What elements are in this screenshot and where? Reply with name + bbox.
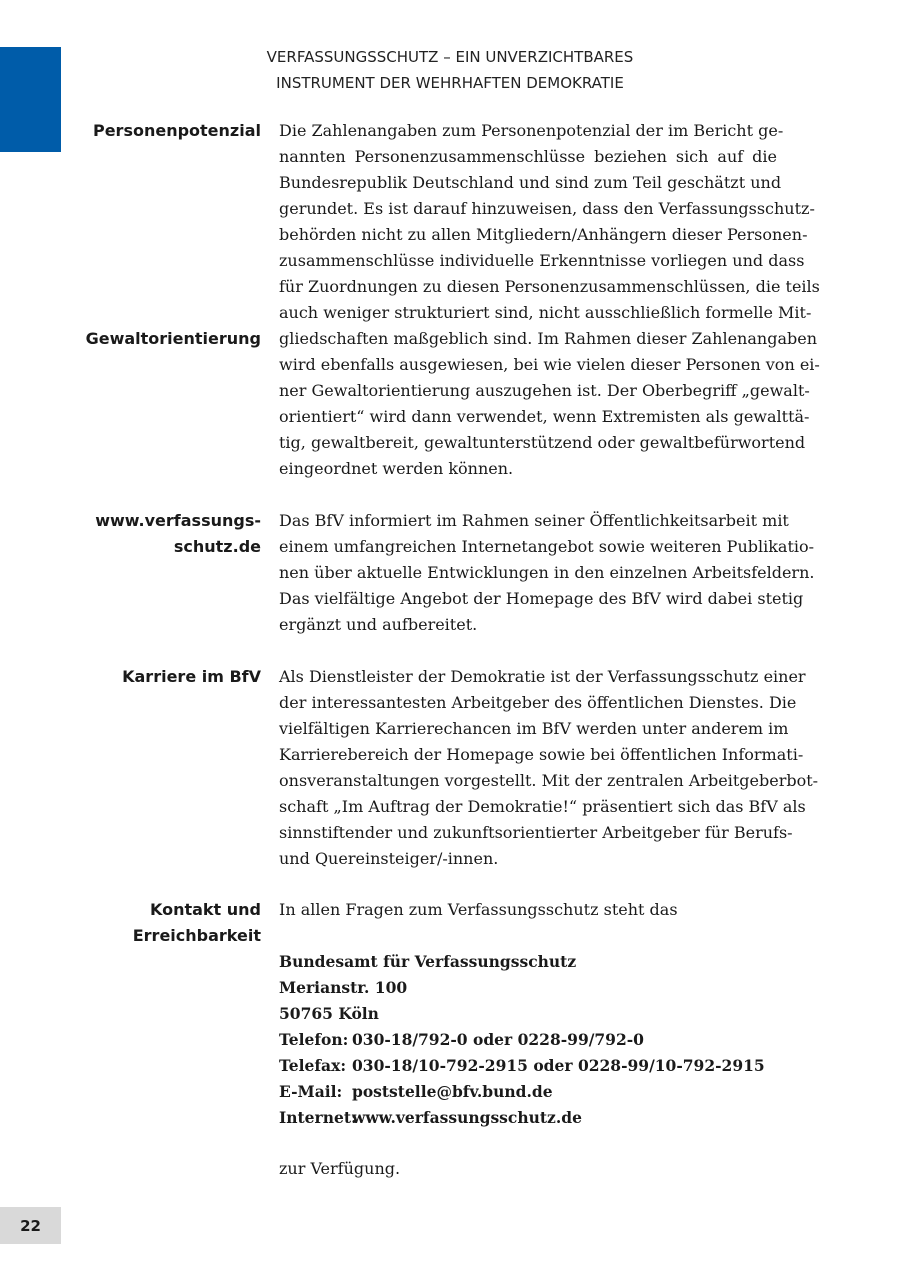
internet-label: Internet: [279, 1108, 357, 1127]
contact-outro: zur Verfügung. [279, 1159, 401, 1178]
running-header [0, 44, 900, 96]
fax-value: 030-18/10-792-2915 oder 0228-99/10-792-2915 [352, 1056, 765, 1075]
text-line: tig, gewaltbereit, gewaltunterstützend oder gewaltbefürwortend [279, 433, 806, 452]
text-line: eingeordnet werden können. [279, 459, 514, 478]
paragraph-website [279, 508, 815, 638]
phone-label: Telefon: [279, 1030, 349, 1049]
text-line: ergänzt und aufbereitet. [279, 615, 478, 634]
page-number: 22 [0, 1207, 61, 1244]
header-line-1: VERFASSUNGSSCHUTZ – EIN UNVERZICHTBARES [266, 48, 634, 66]
sidebar-label-website [95, 508, 261, 560]
sidebar-label-line: Kontakt und [149, 900, 261, 919]
text-line: orientiert“ wird dann verwendet, wenn Extremisten als gewalttä- [279, 407, 810, 426]
text-line: zusammenschlüsse individuelle Erkenntnisse vorliegen und dass [279, 251, 805, 270]
contact-email-row [279, 1079, 765, 1105]
contact-intro: In allen Fragen zum Verfassungsschutz steht das [279, 900, 678, 919]
text-line: onsveranstaltungen vorgestellt. Mit der zentralen Arbeitgeberbot- [279, 771, 819, 790]
text-line: und Quereinsteiger/-innen. [279, 849, 499, 868]
text-line: vielfältigen Karrierechancen im BfV werden unter anderem im [279, 719, 789, 738]
sidebar-label-karriere: Karriere im BfV [122, 667, 261, 686]
fax-label: Telefax: [279, 1056, 347, 1075]
text-line: nen über aktuelle Entwicklungen in den einzelnen Arbeitsfeldern. [279, 563, 815, 582]
contact-street: Merianstr. 100 [279, 978, 408, 997]
sidebar-label-line: www.verfassungs- [95, 511, 261, 530]
contact-phone-row [279, 1027, 765, 1053]
text-line: Als Dienstleister der Demokratie ist der Verfassungsschutz einer [279, 667, 806, 686]
text-line: schaft „Im Auftrag der Demokratie!“ präsentiert sich das BfV als [279, 797, 806, 816]
text-line: behörden nicht zu allen Mitgliedern/Anhängern dieser Personen- [279, 225, 808, 244]
sidebar-label-gewaltorientierung: Gewaltorientierung [85, 329, 261, 348]
text-line: ner Gewaltorientierung auszugehen ist. Der Oberbegriff „gewalt- [279, 381, 810, 400]
contact-city: 50765 Köln [279, 1004, 379, 1023]
sidebar-label-line: schutz.de [173, 537, 261, 556]
internet-value: www.verfassungsschutz.de [352, 1108, 582, 1127]
text-line: auch weniger strukturiert sind, nicht ausschließlich formelle Mit- [279, 303, 812, 322]
text-line: gliedschaften maßgeblich sind. Im Rahmen dieser Zahlenangaben [279, 329, 817, 348]
text-line: einem umfangreichen Internetangebot sowie weiteren Publikatio- [279, 537, 815, 556]
email-label: E-Mail: [279, 1082, 343, 1101]
email-value: poststelle@bfv.bund.de [352, 1082, 553, 1101]
sidebar-label-personenpotenzial: Personenpotenzial [92, 121, 261, 140]
paragraph-personenpotenzial [279, 118, 820, 482]
contact-org: Bundesamt für Verfassungsschutz [279, 952, 577, 971]
contact-fax-row [279, 1053, 765, 1079]
text-line: Das BfV informiert im Rahmen seiner Öffentlichkeitsarbeit mit [279, 511, 789, 530]
text-line: für Zuordnungen zu diesen Personenzusammenschlüssen, die teils [279, 277, 820, 296]
text-line: sinnstiftender und zukunftsorientierter Arbeitgeber für Berufs- [279, 823, 793, 842]
text-line: Die Zahlenangaben zum Personenpotenzial der im Bericht ge- [279, 121, 784, 140]
contact-internet-row [279, 1105, 765, 1131]
sidebar-label-kontakt [133, 897, 261, 949]
text-line: wird ebenfalls ausgewiesen, bei wie vielen dieser Personen von ei- [279, 355, 820, 374]
phone-value: 030-18/792-0 oder 0228-99/792-0 [352, 1030, 644, 1049]
contact-address-block [279, 949, 765, 1131]
text-line: Karrierebereich der Homepage sowie bei öffentlichen Informati- [279, 745, 804, 764]
text-line: der interessantesten Arbeitgeber des öffentlichen Dienstes. Die [279, 693, 797, 712]
paragraph-karriere [279, 664, 819, 872]
header-line-2: INSTRUMENT DER WEHRHAFTEN DEMOKRATIE [276, 74, 624, 92]
text-line: Das vielfältige Angebot der Homepage des BfV wird dabei stetig [279, 589, 804, 608]
text-line: Bundesrepublik Deutschland und sind zum Teil geschätzt und [279, 173, 782, 192]
text-line: nannten Personenzusammenschlüsse beziehen sich auf die [279, 147, 777, 166]
text-line: gerundet. Es ist darauf hinzuweisen, dass den Verfassungsschutz- [279, 199, 815, 218]
sidebar-label-line: Erreichbarkeit [132, 926, 261, 945]
